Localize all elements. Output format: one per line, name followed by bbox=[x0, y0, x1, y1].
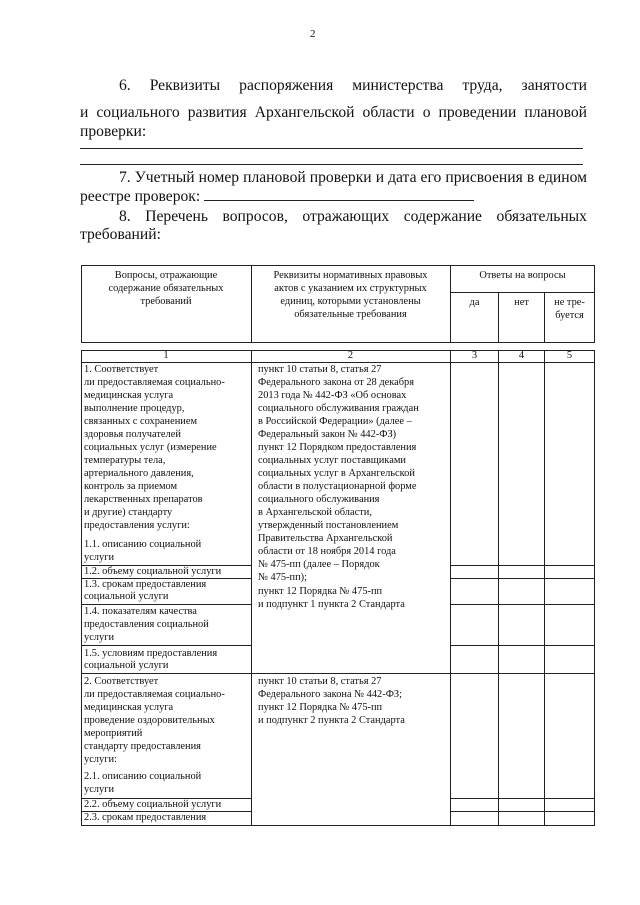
page-number: 2 bbox=[310, 28, 316, 40]
row2-sub-2-3: 2.3. срокам предоставления bbox=[84, 812, 207, 823]
header-questions-line1: Вопросы, отражающие bbox=[114, 270, 218, 281]
column-number-2: 2 bbox=[347, 350, 354, 361]
item7-line2: реестре проверок: bbox=[80, 187, 587, 206]
header-answers: Ответы на вопросы bbox=[479, 270, 566, 281]
item8-line2: требований: bbox=[80, 226, 161, 243]
column-number-3: 3 bbox=[471, 350, 478, 361]
column-number-4: 4 bbox=[518, 350, 525, 361]
item6-line1: 6. Реквизиты распоряжения министерства труда, занятости bbox=[119, 77, 588, 94]
row1-sub-1-2: 1.2. объему социальной услуги bbox=[84, 566, 222, 577]
item7-line1: 7. Учетный номер плановой проверки и дата его присвоения в едином bbox=[119, 169, 587, 186]
header-yes: да bbox=[469, 297, 480, 308]
column-number-5: 5 bbox=[566, 350, 573, 361]
header-requisites-line3: единиц, которыми установлены bbox=[280, 296, 421, 307]
item6-line3: проверки: bbox=[80, 123, 147, 140]
header-no: нет bbox=[514, 297, 529, 308]
header-questions-line2: содержание обязательных bbox=[108, 283, 224, 294]
item6-line2: и социального развития Архангельской области о проведении плановой bbox=[80, 104, 587, 121]
item6-fill-line-1[interactable] bbox=[80, 148, 583, 149]
header-requisites-line1: Реквизиты нормативных правовых bbox=[273, 270, 428, 281]
header-questions-line3: требований bbox=[140, 296, 192, 307]
header-not-required-line1: не тре- bbox=[554, 297, 585, 308]
item7-fill-line[interactable] bbox=[204, 200, 474, 201]
item8-line1: 8. Перечень вопросов, отражающих содержание обязательных bbox=[119, 208, 587, 225]
header-requisites-line2: актов с указанием их структурных bbox=[274, 283, 427, 294]
header-not-required-line2: буется bbox=[555, 310, 584, 321]
row2-sub-2-2: 2.2. объему социальной услуги bbox=[84, 799, 222, 810]
item6-fill-line-2[interactable] bbox=[80, 164, 583, 165]
column-number-1: 1 bbox=[163, 350, 169, 361]
header-requisites-line4: обязательные требования bbox=[294, 309, 407, 320]
